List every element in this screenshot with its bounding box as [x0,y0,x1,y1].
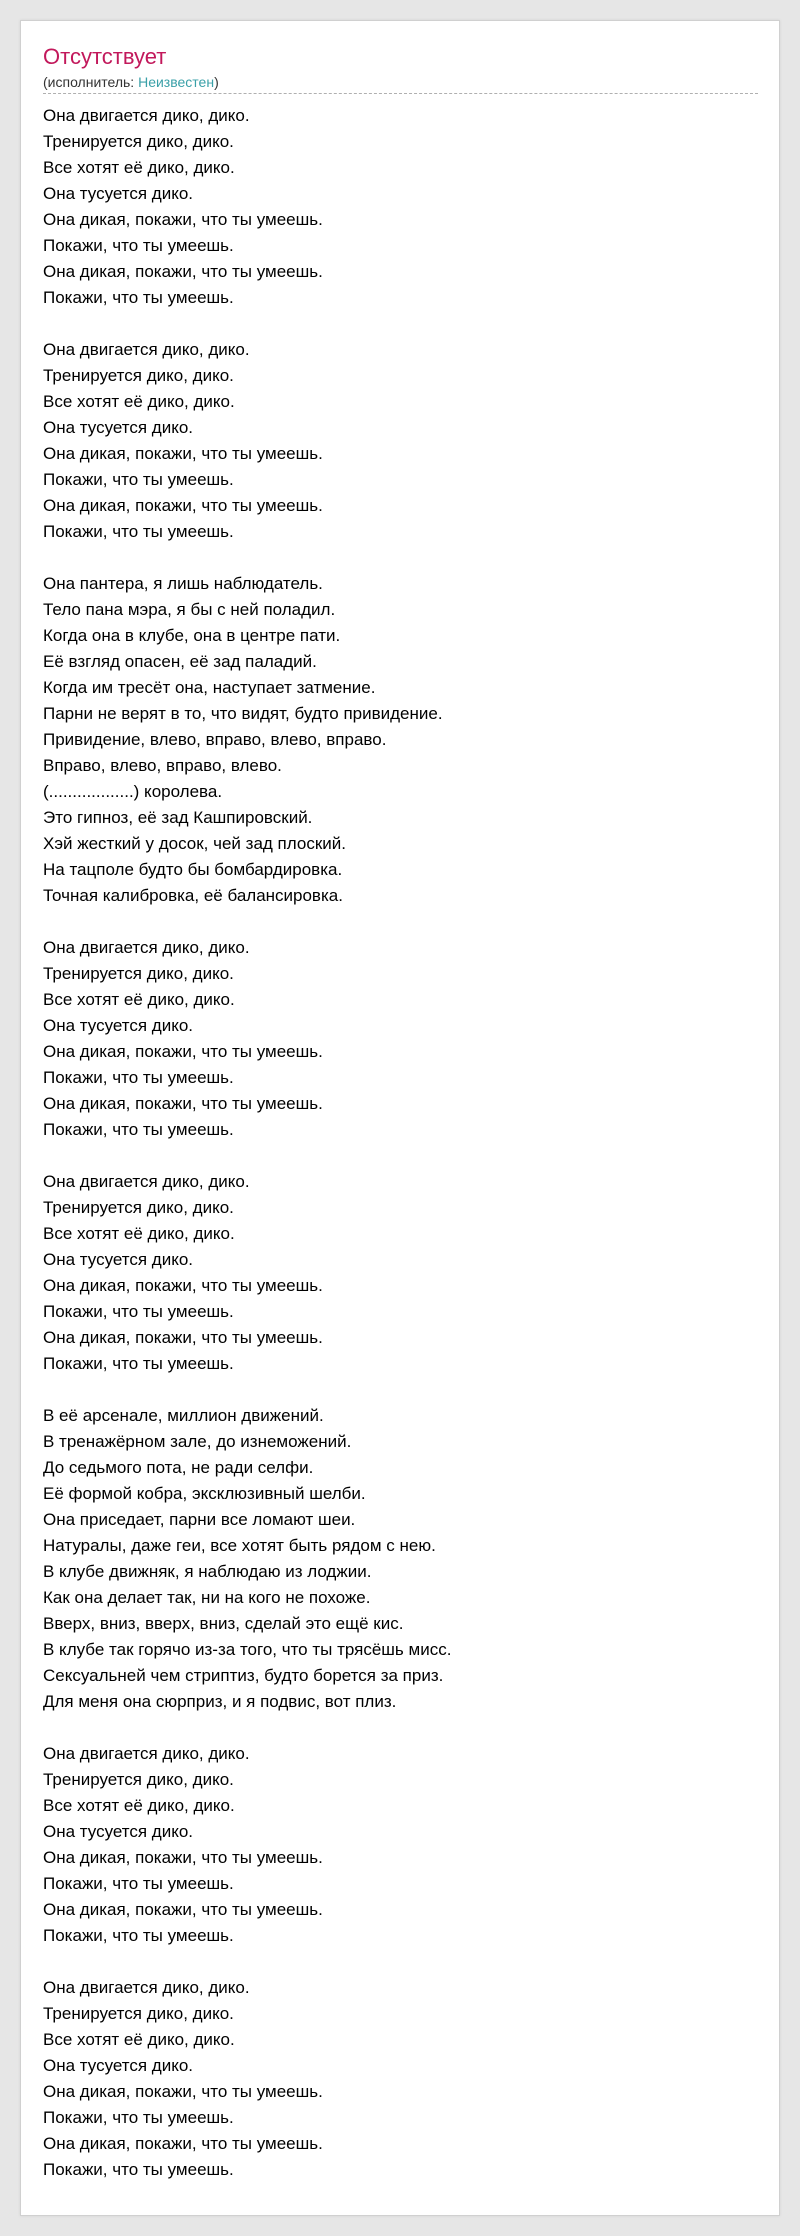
lyric-line: Её взгляд опасен, её зад паладий. [43,652,317,671]
lyric-line: Она двигается дико, дико. [43,106,250,125]
lyric-line: Хэй жесткий у досок, чей зад плоский. [43,834,346,853]
lyric-line: Для меня она сюрприз, и я подвис, вот плиз. [43,1692,397,1711]
lyric-line: Это гипноз, её зад Кашпировский. [43,808,313,827]
artist-link[interactable]: Неизвестен [138,74,215,90]
lyric-line: Она двигается дико, дико. [43,1978,250,1997]
lyric-line: Все хотят её дико, дико. [43,1224,235,1243]
lyric-line: (..................) королева. [43,782,223,801]
lyric-line: Все хотят её дико, дико. [43,990,235,1009]
lyric-line: В её арсенале, миллион движений. [43,1406,324,1425]
lyric-line: Она дикая, покажи, что ты умеешь. [43,1848,323,1867]
lyric-line: Вправо, влево, вправо, влево. [43,756,282,775]
lyric-line: Тренируется дико, дико. [43,1770,234,1789]
lyric-line: Она пантера, я лишь наблюдатель. [43,574,323,593]
lyrics-body [43,103,758,2209]
lyric-line: Покажи, что ты умеешь. [43,522,234,541]
lyric-line: Она дикая, покажи, что ты умеешь. [43,1276,323,1295]
lyric-line: Она дикая, покажи, что ты умеешь. [43,2134,323,2153]
lyric-line: Все хотят её дико, дико. [43,1796,235,1815]
lyric-line: Она двигается дико, дико. [43,938,250,957]
artist-line [43,73,758,94]
lyric-line: Покажи, что ты умеешь. [43,1354,234,1373]
lyric-line: Она дикая, покажи, что ты умеешь. [43,1900,323,1919]
lyric-line: Все хотят её дико, дико. [43,158,235,177]
lyric-line: В тренажёрном зале, до изнеможений. [43,1432,352,1451]
lyrics-stanza [43,935,758,1143]
lyrics-stanza [43,1169,758,1377]
lyric-line: Она двигается дико, дико. [43,1744,250,1763]
lyric-line: Она дикая, покажи, что ты умеешь. [43,1094,323,1113]
lyric-line: Парни не верят в то, что видят, будто привидение. [43,704,443,723]
lyric-line: Вверх, вниз, вверх, вниз, сделай это ещё кис. [43,1614,404,1633]
lyric-line: До седьмого пота, не ради селфи. [43,1458,314,1477]
lyric-line: Она приседает, парни все ломают шеи. [43,1510,356,1529]
artist-prefix: (исполнитель: [43,74,139,90]
lyric-line: В клубе движняк, я наблюдаю из лоджии. [43,1562,372,1581]
lyrics-stanza [43,1741,758,1949]
lyric-line: Когда она в клубе, она в центре пати. [43,626,341,645]
lyric-line: Она тусуется дико. [43,184,194,203]
lyric-line: В клубе так горячо из-за того, что ты трясёшь мисс. [43,1640,452,1659]
lyric-line: Она тусуется дико. [43,418,194,437]
lyrics-stanza [43,1975,758,2183]
lyric-line: Она дикая, покажи, что ты умеешь. [43,1328,323,1347]
lyrics-card [20,20,780,2216]
lyrics-stanza [43,1403,758,1715]
song-header [43,43,758,94]
lyric-line: Покажи, что ты умеешь. [43,1302,234,1321]
lyric-line: Натуралы, даже геи, все хотят быть рядом с нею. [43,1536,436,1555]
lyrics-stanza [43,103,758,311]
lyric-line: Она тусуется дико. [43,1822,194,1841]
lyric-line: Тренируется дико, дико. [43,1198,234,1217]
lyric-line: Она двигается дико, дико. [43,1172,250,1191]
lyric-line: Она дикая, покажи, что ты умеешь. [43,1042,323,1061]
lyric-line: Тренируется дико, дико. [43,366,234,385]
lyric-line: Сексуальней чем стриптиз, будто борется за приз. [43,1666,444,1685]
lyric-line: Покажи, что ты умеешь. [43,1874,234,1893]
lyric-line: Она дикая, покажи, что ты умеешь. [43,210,323,229]
lyric-line: Она дикая, покажи, что ты умеешь. [43,262,323,281]
lyric-line: Она тусуется дико. [43,2056,194,2075]
lyric-line: Тренируется дико, дико. [43,2004,234,2023]
lyric-line: Покажи, что ты умеешь. [43,1926,234,1945]
lyric-line: Точная калибровка, её балансировка. [43,886,343,905]
lyric-line: Когда им тресёт она, наступает затмение. [43,678,376,697]
lyric-line: Она дикая, покажи, что ты умеешь. [43,2082,323,2101]
song-title: Отсутствует [43,44,167,69]
lyric-line: Она дикая, покажи, что ты умеешь. [43,496,323,515]
lyric-line: Покажи, что ты умеешь. [43,2160,234,2179]
lyrics-stanza [43,571,758,909]
lyric-line: Все хотят её дико, дико. [43,2030,235,2049]
lyric-line: Тренируется дико, дико. [43,132,234,151]
lyric-line: Все хотят её дико, дико. [43,392,235,411]
artist-suffix: ) [214,74,219,90]
lyric-line: Она тусуется дико. [43,1250,194,1269]
lyrics-stanza [43,337,758,545]
lyric-line: Она дикая, покажи, что ты умеешь. [43,444,323,463]
lyric-line: Покажи, что ты умеешь. [43,1120,234,1139]
lyric-line: Как она делает так, ни на кого не похоже. [43,1588,371,1607]
lyric-line: Тренируется дико, дико. [43,964,234,983]
lyric-line: Она тусуется дико. [43,1016,194,1035]
lyric-line: Тело пана мэра, я бы с ней поладил. [43,600,336,619]
lyric-line: На тацполе будто бы бомбардировка. [43,860,343,879]
lyric-line: Привидение, влево, вправо, влево, вправо. [43,730,387,749]
lyric-line: Покажи, что ты умеешь. [43,2108,234,2127]
lyric-line: Покажи, что ты умеешь. [43,1068,234,1087]
lyric-line: Она двигается дико, дико. [43,340,250,359]
lyric-line: Её формой кобра, эксклюзивный шелби. [43,1484,366,1503]
lyric-line: Покажи, что ты умеешь. [43,236,234,255]
lyric-line: Покажи, что ты умеешь. [43,470,234,489]
lyric-line: Покажи, что ты умеешь. [43,288,234,307]
